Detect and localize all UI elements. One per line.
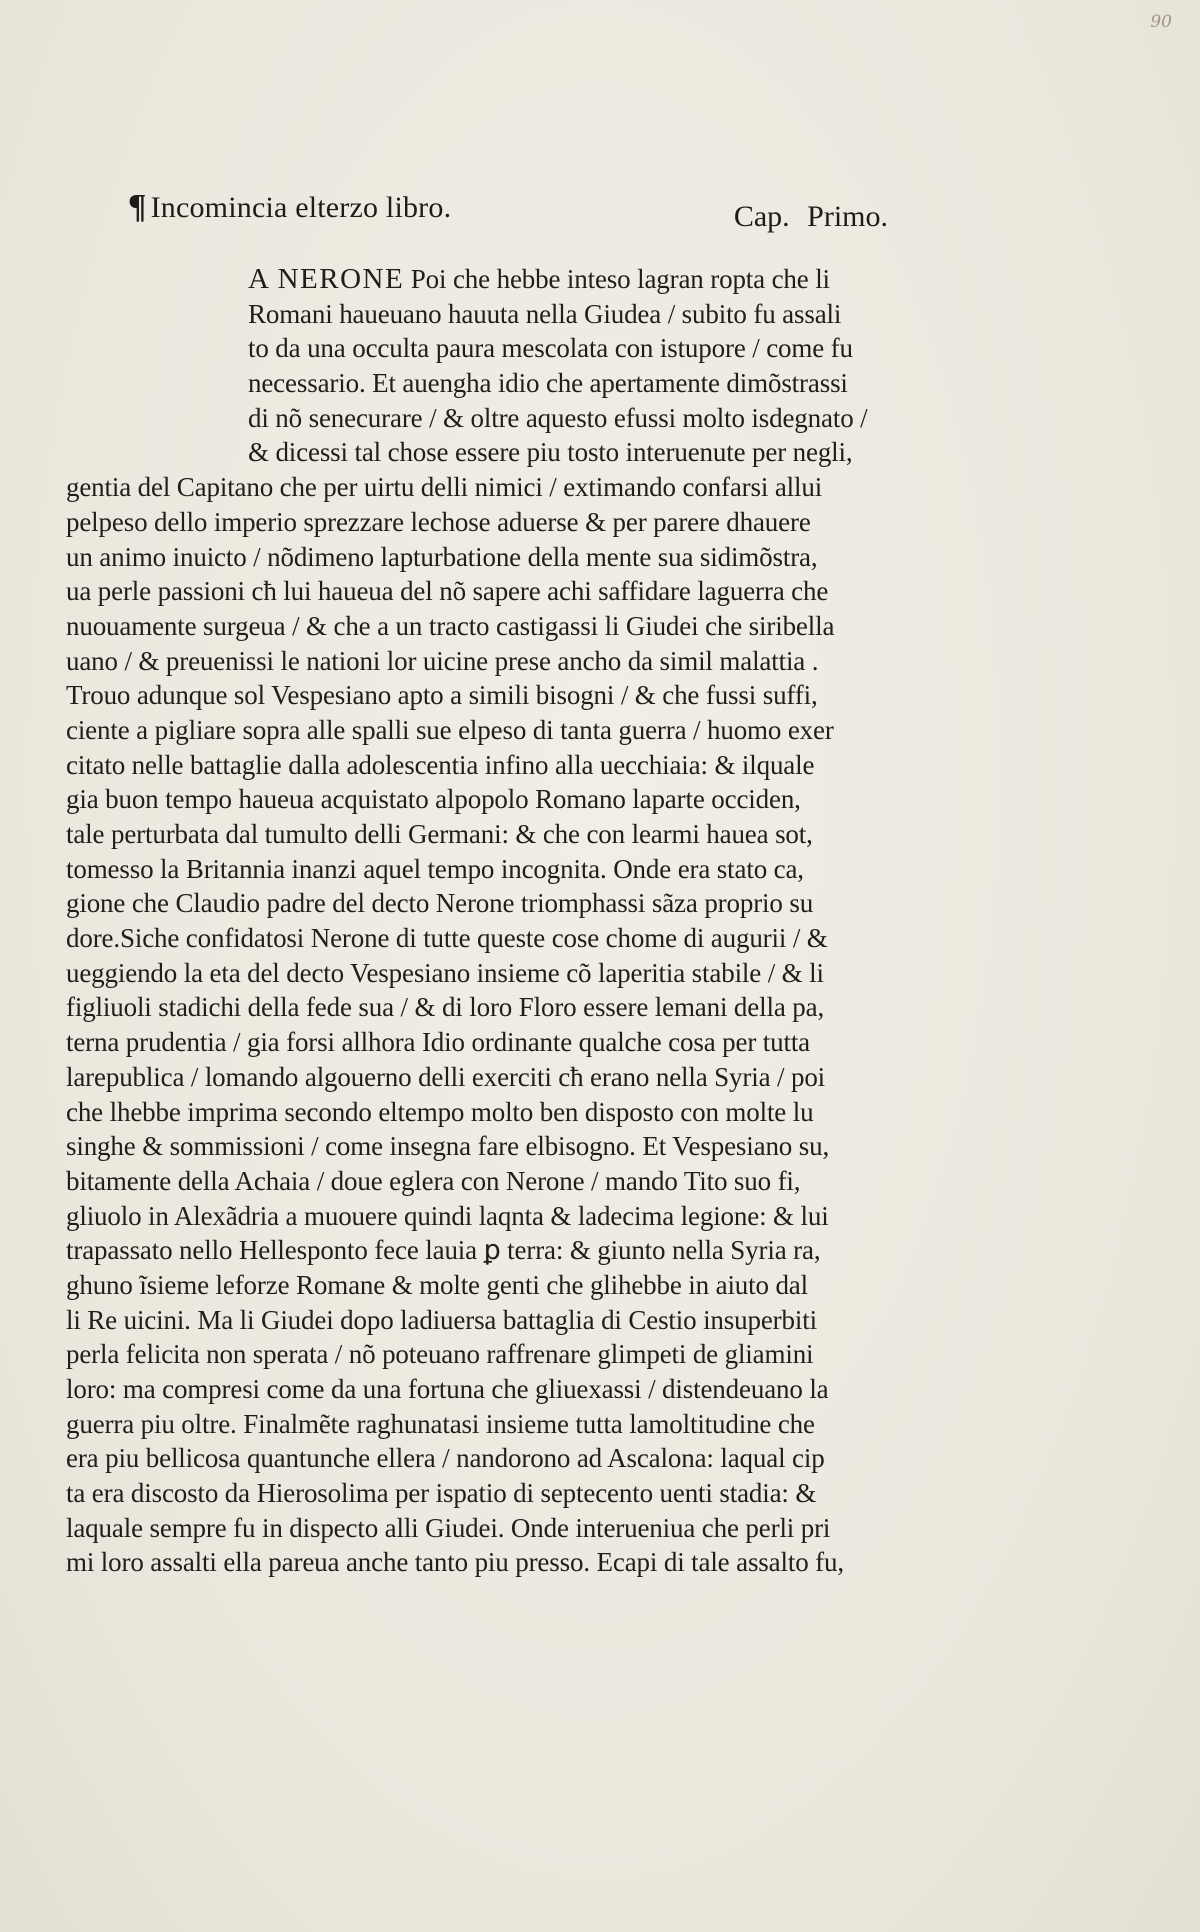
text-line: tale perturbata dal tumulto delli Germani: & che con learmi hauea sot,: [66, 819, 813, 849]
text-line: ueggiendo la eta del decto Vespesiano insieme cõ laperitia stabile / & li: [66, 957, 824, 988]
folio-number: 90: [1150, 12, 1172, 32]
opening-word: A NERONE: [248, 263, 405, 295]
chapter-label: Cap. Primo.: [733, 200, 888, 233]
text-line: nuouamente surgeua / & che a un tracto castigassi li Giudei che siribella: [66, 610, 835, 641]
incipit-text: Incomincia elterzo libro.: [150, 191, 452, 224]
text-line: mi loro assalti ella pareua anche tanto piu presso. Ecapi di tale assalto fu,: [66, 1547, 844, 1578]
main-text: [66, 262, 930, 1580]
text-line: pelpeso dello imperio sprezzare lechose aduerse & per parere dhauere: [66, 506, 811, 537]
text-line: guerra piu oltre. Finalmẽte raghunatasi insieme tutta lamoltitudine che: [66, 1408, 815, 1439]
text-line: terna prudentia / gia forsi allhora Idio ordinante qualche cosa per tutta: [66, 1027, 811, 1058]
pilcrow-icon: ¶: [128, 188, 147, 225]
text-line: ua perle passioni cħ lui haueua del nõ sapere achi saffidare laguerra che: [66, 576, 829, 607]
text-line: era piu bellicosa quantunche ellera / nandorono ad Ascalona: laqual cip: [66, 1443, 825, 1474]
text-line: tomesso la Britannia inanzi aquel tempo incognita. Onde era stato ca,: [66, 853, 804, 884]
text-line: trapassato nello Hellesponto fece lauia ꝑ terra: & giunto nella Syria ra,: [66, 1235, 821, 1266]
text-line: A NERONE Poi che hebbe inteso lagran ropta che li: [248, 263, 830, 295]
book-heading: [128, 180, 888, 233]
text-line: Trouo adunque sol Vespesiano apto a simili bisogni / & che fussi suffi,: [66, 680, 818, 711]
text-line: ciente a pigliare sopra alle spalli sue elpeso di tanta guerra / huomo exer: [66, 714, 834, 745]
incipit: [128, 188, 451, 226]
text-line: gia buon tempo haueua acquistato alpopolo Romano laparte occiden,: [66, 784, 801, 815]
text-line: & dicessi tal chose essere piu tosto interuenute per negli,: [248, 437, 853, 468]
text-line: bitamente della Achaia / doue eglera con Nerone / mando Tito suo fi,: [66, 1165, 801, 1196]
text-line: loro: ma compresi come da una fortuna che gliuexassi / distendeuano la: [66, 1374, 829, 1404]
text-line: necessario. Et auengha idio che apertamente dimõstrassi: [248, 368, 848, 399]
text-line: gliuolo in Alexãdria a muouere quindi laqnta & ladecima legione: & lui: [66, 1200, 829, 1231]
text-line: li Re uicini. Ma li Giudei dopo ladiuersa battaglia di Cestio insuperbiti: [66, 1304, 817, 1335]
text-line: di nõ senecurare / & oltre aquesto efussi molto isdegnato /: [248, 402, 868, 433]
text-line: perla felicita non sperata / nõ poteuano raffrenare glimpeti de gliamini: [66, 1339, 814, 1370]
text-line: ghuno ĩsieme leforze Romane & molte genti che glihebbe in aiuto dal: [66, 1269, 808, 1300]
text-line: figliuoli stadichi della fede sua / & di loro Floro essere lemani della pa,: [66, 992, 825, 1023]
text-line: dore.Siche confidatosi Nerone di tutte queste cose chome di augurii / &: [66, 923, 828, 954]
text-line: uano / & preuenissi le nationi lor uicine prese ancho da simil malattia .: [66, 645, 819, 676]
text-line: gentia del Capitano che per uirtu delli nimici / extimando confarsi allui: [66, 472, 823, 503]
text-line: laquale sempre fu in dispecto alli Giudei. Onde interueniua che perli pri: [66, 1512, 831, 1543]
text-line: Romani haueuano hauuta nella Giudea / subito fu assali: [248, 298, 842, 329]
text-line: to da una occulta paura mescolata con istupore / come fu: [248, 333, 853, 364]
text-line: citato nelle battaglie dalla adolescentia infino alla uecchiaia: & ilquale: [66, 749, 815, 780]
text-line: ta era discosto da Hierosolima per ispatio di septecento uenti stadia: &: [66, 1478, 817, 1509]
text-line: gione che Claudio padre del decto Nerone triomphassi sãza proprio su: [66, 888, 814, 919]
text-line: larepublica / lomando algouerno delli exerciti cħ erano nella Syria / poi: [66, 1061, 826, 1092]
text-line: un animo inuicto / nõdimeno lapturbatione della mente sua sidimõstra,: [66, 541, 818, 572]
text-line: che lhebbe imprima secondo eltempo molto ben disposto con molte lu: [66, 1096, 814, 1127]
text-line: singhe & sommissioni / come insegna fare elbisogno. Et Vespesiano su,: [66, 1131, 830, 1162]
